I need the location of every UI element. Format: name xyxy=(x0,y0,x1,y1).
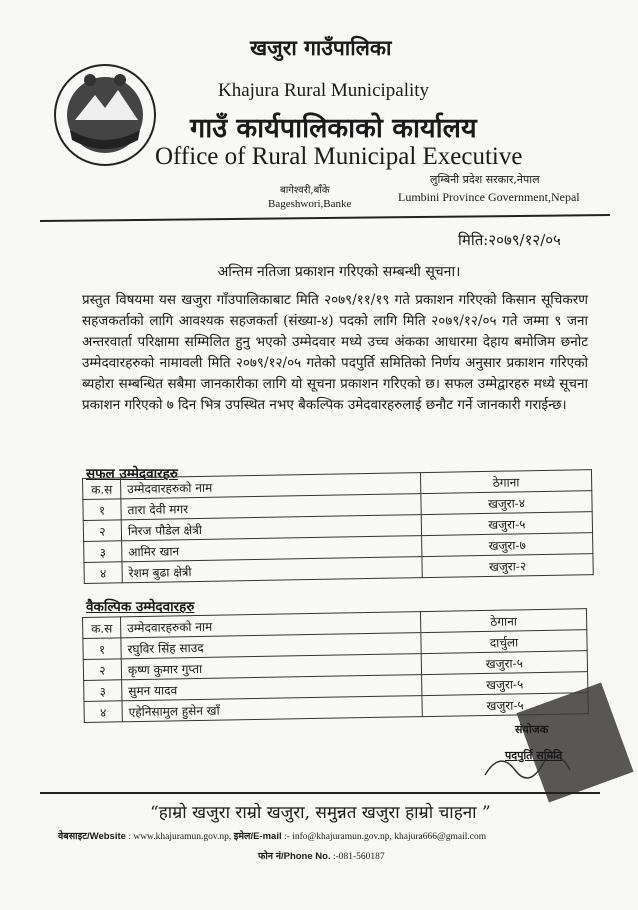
website-label: वेबसाइट/Website xyxy=(58,831,126,842)
office-name-nepali: गाउँ कार्यपालिकाको कार्यालय xyxy=(190,113,477,144)
name-cell: एहेनिसामुल हुसेन खाँ xyxy=(122,696,422,722)
serial-cell: २ xyxy=(83,659,121,681)
municipality-slogan: “हाम्रो खजुरा राम्रो खजुरा, समुन्नत खजुरा हाम्रो चाहना ” xyxy=(150,803,491,823)
header-serial: क.स xyxy=(83,617,121,639)
signature-icon xyxy=(470,690,620,800)
notice-date: मिति:२०७९/१२/०५ xyxy=(458,231,561,249)
header-name: उम्मेदवारहरुको नाम xyxy=(121,612,421,638)
serial-cell: ३ xyxy=(84,541,122,563)
email-label: इमेल/E-mail xyxy=(233,831,282,842)
footer-divider xyxy=(40,792,600,794)
address-cell: खजुरा-५ xyxy=(421,512,592,536)
name-cell: तारा देवी मगर xyxy=(121,494,421,520)
phone-value: :-081-560187 xyxy=(332,852,385,862)
province-english: Lumbini Province Government,Nepal xyxy=(398,190,580,204)
serial-cell: २ xyxy=(83,520,121,542)
header-name: उम्मेदवारहरुको नाम xyxy=(121,473,421,499)
header-divider xyxy=(40,214,610,222)
successful-candidates-table xyxy=(82,469,594,584)
signatory-committee: पदपुर्ति समिति xyxy=(505,749,563,762)
notice-body: प्रस्तुत विषयमा यस खजुरा गाँउपालिकाबाट मिति २०७९/११/१९ गते प्रकाशन गरिएको किसान सूचिकरण सहजकर्ताको लागि आवश्यक सहजकर्ता (संख्या-४) पदको लागि मिति २०७९/१२/०५ गते जम्मा ९ जना अन्तरवार्ता परिक्षामा सम्मिलित हुनु भएको उम्मेदवार मध्ये उच्च अंकका आधारमा देहाय बमोजिम छनोट उम्मेदवारहरुको नामावली मिति २०७९/१२/०५ गतेको पदपुर्ति समितिको निर्णय अनुसार प्रकाशन गरिएको ब्यहोरा सम्बन्धित सबैमा जानकारीका लागि यो सूचना प्रकाशन गरिएको छ। सफल उम्मेद्वारहरु मध्ये सूचना प्रकाशन गरिएको ७ दिन भित्र उपस्थित नभए बैकल्पिक उमेदवारहरुलाई छनौट गर्ने जानकारी गराईन्छ। xyxy=(82,292,588,413)
alternate-candidates-title: वैकल्पिक उम्मेदवारहरु xyxy=(86,599,195,615)
header-serial: क.स xyxy=(83,478,121,500)
serial-cell: १ xyxy=(83,638,121,660)
name-cell: निरज पौडेल क्षेत्री xyxy=(121,515,421,541)
website-value: : www.khajuramun.gov.np, xyxy=(128,832,232,842)
address-cell: दार्चुला xyxy=(421,630,587,654)
successful-candidates-title: सफल उम्मेदवारहरु xyxy=(86,466,178,482)
header-address: ठेगाना xyxy=(420,609,586,633)
nepal-emblem-icon xyxy=(50,60,160,170)
address-cell: खजुरा-५ xyxy=(422,693,588,717)
phone-label: फोन नं/Phone No. xyxy=(258,851,331,862)
email-value: :- info@khajuramun.gov.np, khajura666@gmail.com xyxy=(284,832,487,842)
address-cell: खजुरा-२ xyxy=(422,554,593,578)
notice-subject: अन्तिम नतिजा प्रकाशन गरिएको सम्बन्धी सूचना। xyxy=(217,264,461,280)
address-cell: खजुरा-७ xyxy=(422,533,593,557)
address-english: Bageshwori,Banke xyxy=(268,198,352,210)
province-nepali: लुम्बिनी प्रदेश सरकार,नेपाल xyxy=(430,173,540,186)
municipality-name-english: Khajura Rural Municipality xyxy=(218,80,430,101)
name-cell: रेशम बुढा क्षेत्री xyxy=(122,557,422,583)
serial-cell: १ xyxy=(83,499,121,521)
name-cell: कृष्ण कुमार गुप्ता xyxy=(121,654,421,680)
name-cell: आमिर खान xyxy=(122,536,422,562)
serial-cell: ४ xyxy=(84,562,122,584)
address-cell: खजुरा-५ xyxy=(421,651,587,675)
address-nepali: बागेश्वरी,बाँके xyxy=(280,185,330,196)
address-cell: खजुरा-५ xyxy=(422,672,588,696)
contact-phone xyxy=(258,849,385,862)
serial-cell: ३ xyxy=(84,680,122,702)
name-cell: सुमन यादव xyxy=(122,675,422,701)
signatory-title: संयोजक xyxy=(515,723,549,736)
contact-web-email xyxy=(58,829,486,842)
header-address: ठेगाना xyxy=(420,470,591,494)
serial-cell: ४ xyxy=(84,701,122,723)
office-name-english: Office of Rural Municipal Executive xyxy=(155,143,523,170)
municipality-name-nepali: खजुरा गाउँपालिका xyxy=(250,35,392,60)
address-cell: खजुरा-४ xyxy=(421,491,592,515)
name-cell: रघुविर सिंह साउद xyxy=(121,633,421,659)
